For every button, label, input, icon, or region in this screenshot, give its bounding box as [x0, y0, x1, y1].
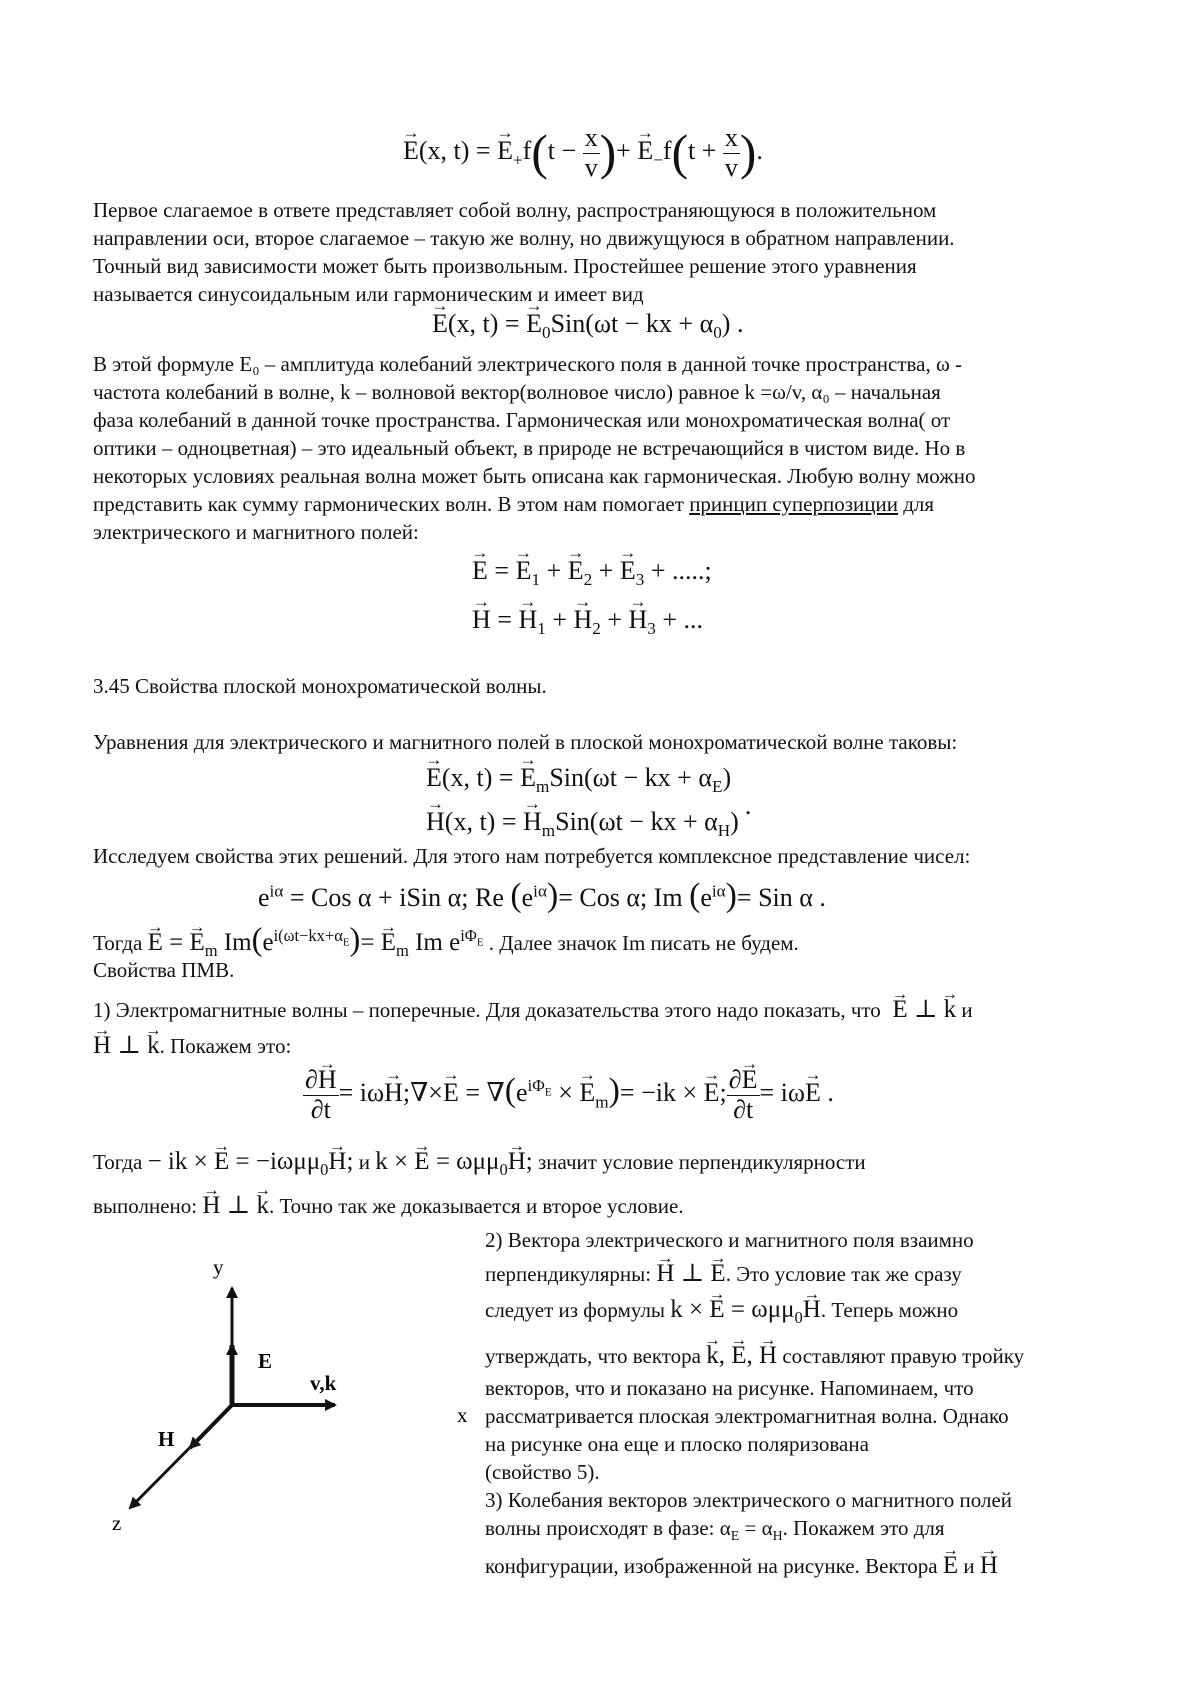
paragraph-line: 2) Вектора электрического и магнитного поля взаимно [485, 1228, 974, 1252]
paragraph-line: направлении оси, второе слагаемое – такую же волну, но движущуюся в обратном направлении. [93, 226, 955, 250]
text-span: Тогда [93, 1150, 143, 1174]
paragraph-line: оптики – одноцветная) – это идеальный объект, в природе не встречающийся в чистом виде. Но в [93, 436, 966, 460]
paragraph-line: Уравнения для электрического и магнитного полей в плоской монохроматической волне таковы: [93, 730, 958, 754]
equation-maxwell: $\frac{\partial\to H}{\partial t}$ = iω→ H;∇×→ $E = \nabla(e^{i\Phi_E}$ × → $E_m)= -ik$ × → E; $\frac{\partial\to E}{\partial t}$ = iω→ E . [303, 1066, 834, 1124]
paragraph-line [485, 1260, 962, 1288]
text-span: H [772, 1528, 783, 1544]
text-span: волны происходят в фазе: α [485, 1516, 731, 1540]
paragraph-line: (свойство 5). [485, 1460, 600, 1484]
equation-inline: → k, → E, → H [706, 1342, 777, 1369]
text-span: и [961, 998, 973, 1022]
text-span: утверждать, что вектора [485, 1344, 701, 1368]
equation-complex-e: → E = → $E_m$ $Im(e^{i(\omega t-kx+\alpha_E})= \to E_m$ Im $e^{i\Phi_E}$ [148, 929, 484, 956]
equation-inline: k × → E = ωμμ$_0$→ H [670, 1296, 821, 1323]
text-span: . Точно так же доказывается и второе условие. [268, 1194, 684, 1218]
axes-figure [90, 1250, 490, 1590]
label-e: E [258, 1349, 273, 1373]
text-span: . Покажем это для [782, 1516, 945, 1540]
text-span: следует из формулы [485, 1298, 666, 1322]
paragraph-line [485, 1342, 1024, 1370]
paragraph-line: рассматривается плоская электромагнитная волна. Однако [485, 1404, 1009, 1428]
text-span: = α [739, 1516, 773, 1540]
equation-harmonic: → E(x, t) = → $E_0Sin(\omega t$ − kx + $\alpha_0$) . [432, 308, 743, 340]
equation-inline: → H ⊥ → k [93, 1032, 160, 1059]
paragraph-line: некоторых условиях реальная волна может быть описана как гармоническая. Любую волну можно [93, 464, 976, 488]
equation-pmw-e: → E(x, t) = → $E_mSin(\omega t$ − kx + $\alpha_E$) [426, 762, 731, 794]
section-title: 3.45 Свойства плоской монохроматической волны. [93, 674, 547, 698]
text-span: Тогда [93, 931, 143, 955]
label-x: x [457, 1403, 468, 1427]
label-z: z [112, 1511, 122, 1535]
paragraph-line: 3) Колебания векторов электрического о магнитного полей [485, 1488, 1013, 1512]
paragraph-line [93, 1192, 684, 1220]
equation-inline: → H [980, 1552, 998, 1579]
equation-superposition-h: → H = → $H_1$ + → $H_2$ + → $H_3$ + ... [472, 604, 703, 636]
paragraph-line: Исследуем свойства этих решений. Для этого нам потребуется комплексное представление чисел: [93, 844, 971, 868]
paragraph-line: Свойства ПМВ. [93, 958, 235, 982]
text-span: конфигурации, изображенной на рисунке. Вектора [485, 1554, 938, 1578]
paragraph-line [93, 1032, 291, 1060]
paragraph-line [93, 490, 934, 518]
equation-inline: → H ⊥ → E [656, 1260, 725, 1287]
text-span: E [730, 1528, 740, 1544]
text-span: значит условие перпендикулярности [537, 1150, 866, 1174]
superposition-link[interactable]: принцип суперпозиции [689, 492, 898, 516]
paragraph-line [485, 1296, 959, 1327]
equation-inline: k × → E = ωμμ$_0$→ H; [375, 1148, 533, 1175]
label-y: y [213, 1255, 224, 1279]
text-span: перпендикулярны: [485, 1262, 652, 1286]
paragraph-line [93, 922, 799, 960]
equation-wave-general: → E(x, t) = → $E_+f(t$ − $\frac{x}{v}$ )+ → $E_-f(t$ + $\frac{x}{v}$ ). [403, 124, 763, 182]
text-span: и [963, 1554, 975, 1578]
equation-superposition-e: → E = → $E_1$ + → $E_2$ + → $E_3$ + .....; [472, 555, 712, 587]
text-span: выполнено: [93, 1194, 198, 1218]
paragraph-line: фаза колебаний в данной точке пространства. Гармоническая или монохроматическая волна( от [93, 408, 951, 432]
paragraph-line [93, 996, 973, 1024]
label-vk: v,k [310, 1371, 337, 1395]
paragraph-line [93, 1148, 866, 1179]
equation-inline: → H ⊥ → k [202, 1192, 269, 1219]
equation-inline: → E ⊥ → k [886, 996, 956, 1023]
paragraph-line: частота колебаний в волне, k – волновой вектор(волновое число) равное k =ω/v, α₀ – начальная [93, 380, 941, 404]
h-vector-arrow [190, 1405, 232, 1448]
equation-inline: → E [943, 1552, 958, 1579]
paragraph-line: Точный вид зависимости может быть произвольным. Простейшее решение этого уравнения [93, 254, 917, 278]
equation-inline: − ik × → E = −iωμμ$_0$→ H; [148, 1148, 354, 1175]
text-span: . Теперь можно [820, 1298, 959, 1322]
equation-pmw-h: → H(x, t) = → $H_mSin(\omega t$ − kx + $\alpha_H$). [426, 806, 745, 838]
text-span: составляют правую тройку [782, 1344, 1025, 1368]
paragraph-line [485, 1514, 945, 1542]
text-span: представить как сумму гармонических волн. В этом нам помогает [93, 492, 690, 516]
paragraph-line: В этой формуле E₀ – амплитуда колебаний электрического поля в данной точке пространства, ω - [93, 352, 963, 376]
text-span: . Далее значок Im писать не будем. [488, 931, 799, 955]
label-h: H [158, 1427, 175, 1451]
text-span: 1) Электромагнитные волны – поперечные. Для доказательства этого надо показать, что [93, 998, 881, 1022]
text-span: . Это условие так же сразу [725, 1262, 962, 1286]
paragraph-line [485, 1552, 998, 1580]
paragraph-line: векторов, что и показано на рисунке. Напоминаем, что [485, 1376, 974, 1400]
paragraph-line: Первое слагаемое в ответе представляет собой волну, распространяющуюся в положительном [93, 198, 937, 222]
paragraph-line: на рисунке она еще и плоско поляризована [485, 1432, 869, 1456]
text-span: и [358, 1150, 370, 1174]
paragraph-line: называется синусоидальным или гармоническим и имеет вид [93, 282, 644, 306]
text-span: . Покажем это: [159, 1034, 292, 1058]
equation-euler: $e^{i\alpha}$ = Cos α + iSin α; Re $(e^{i\alpha})=$ Cos α; Im $(e^{i\alpha})=$ Sin α . [258, 877, 826, 914]
paragraph-line: электрического и магнитного полей: [93, 520, 419, 544]
text-span: для [897, 492, 935, 516]
